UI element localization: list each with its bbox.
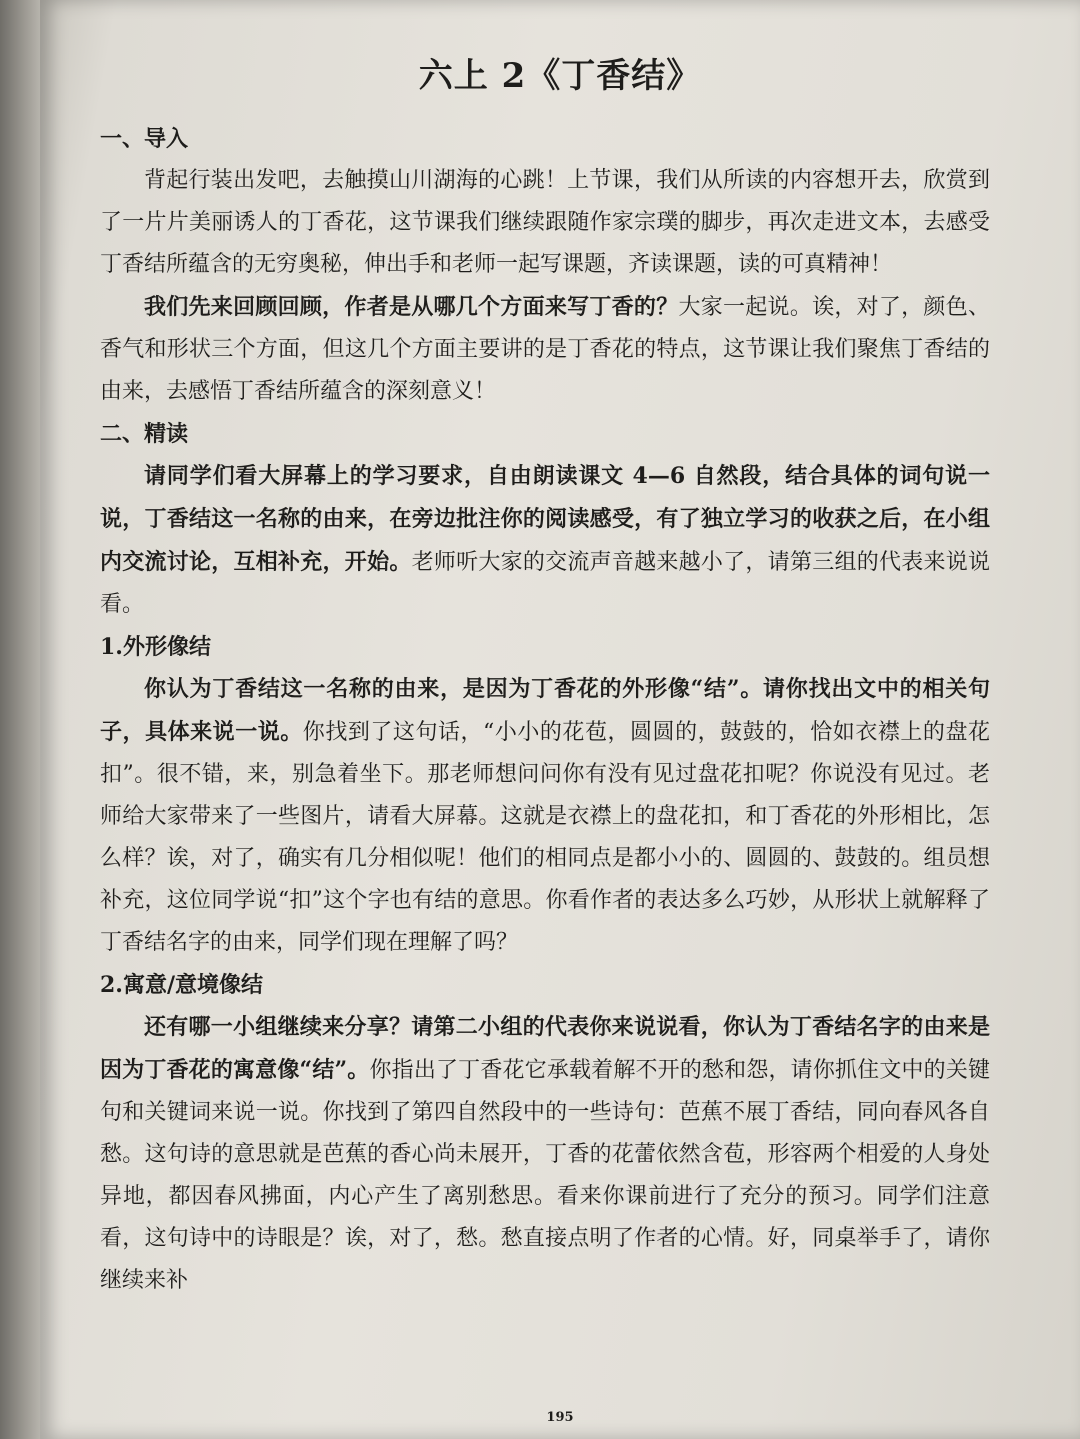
- reading-paragraph-1-rest: 老师听大家的交流声音越来越小了，请第三组的代表来说说看。: [100, 550, 990, 617]
- meaning-paragraph-rest: 你指出了丁香花它承载着解不开的愁和怨，请你抓住文中的关键句和关键词来说一说。你找到了第四自然段中的一些诗句：芭蕉不展丁香结，同向春风各自愁。这句诗的意思就是芭蕉的香心尚未展开，丁香的花蕾依然含苞，形容两个相爱的人身处异地，都因春风拂面，内心产生了离别愁思。看来你课前进行了充分的预习。同学们注意看，这句诗中的诗眼是？诶，对了，愁。愁直接点明了作者的心情。好，同桌举手了，请你继续来补: [100, 1058, 990, 1293]
- shape-paragraph-bold: 你认为丁香结这一名称的由来，是因为丁香花的外形像“结”。请你找出文中的相关句子，具体来说一说。: [100, 676, 990, 745]
- intro-paragraph-2: [100, 286, 990, 413]
- page-title: 六上 2《丁香结》: [418, 56, 702, 96]
- page-number: 195: [546, 1410, 574, 1425]
- reading-paragraph-1-bold: 请同学们看大屏幕上的学习要求，自由朗读课文 4—6 自然段，结合具体的词句说一说，丁香结这一名称的由来，在旁边批注你的阅读感受，有了独立学习的收获之后，在小组内交流讨论，互相补充，开始。: [100, 463, 990, 575]
- reading-paragraph-1: [100, 455, 990, 626]
- intro-paragraph-2-bold: 我们先来回顾回顾，作者是从哪几个方面来写丁香的？: [144, 294, 679, 320]
- shape-paragraph: [100, 668, 990, 964]
- shape-paragraph-rest: 你找到了这句话，“小小的花苞，圆圆的，鼓鼓的，恰如衣襟上的盘花扣”。很不错，来，别急着坐下。那老师想问问你有没有见过盘花扣呢？你说没有见过。老师给大家带来了一些图片，请看大屏幕。这就是衣襟上的盘花扣，和丁香花的外形相比，怎么样？诶，对了，确实有几分相似呢！他们的相同点是都小小的、圆圆的、鼓鼓的。组员想补充，这位同学说“扣”这个字也有结的意思。你看作者的表达多么巧妙，从形状上就解释了丁香结名字的由来，同学们现在理解了吗？: [100, 720, 990, 955]
- section-heading-reading: 二、精读: [100, 421, 189, 447]
- page-body: [100, 118, 990, 1302]
- meaning-paragraph-bold: 还有哪一小组继续来分享？请第二小组的代表你来说说看，你认为丁香结名字的由来是因为丁香花的寓意像“结”。: [100, 1014, 990, 1083]
- subheading-meaning: 2.寓意/意境像结: [100, 972, 264, 998]
- book-page: [40, 0, 1080, 1439]
- meaning-paragraph: [100, 1006, 990, 1302]
- section-heading-intro: 一、导入: [100, 126, 189, 152]
- intro-paragraph-1: 背起行装出发吧，去触摸山川湖海的心跳！上节课，我们从所读的内容想开去，欣赏到了一片片美丽诱人的丁香花，这节课我们继续跟随作家宗璞的脚步，再次走进文本，去感受丁香结所蕴含的无穷奥秘，伸出手和老师一起写课题，齐读课题，读的可真精神！: [100, 168, 990, 277]
- intro-paragraph-2-rest: 大家一起说。诶，对了，颜色、香气和形状三个方面，但这几个方面主要讲的是丁香花的特点，这节课让我们聚焦丁香结的由来，去感悟丁香结所蕴含的深刻意义！: [100, 295, 990, 404]
- book-spine-shadow: [0, 0, 40, 1439]
- subheading-shape: 1.外形像结: [100, 634, 211, 660]
